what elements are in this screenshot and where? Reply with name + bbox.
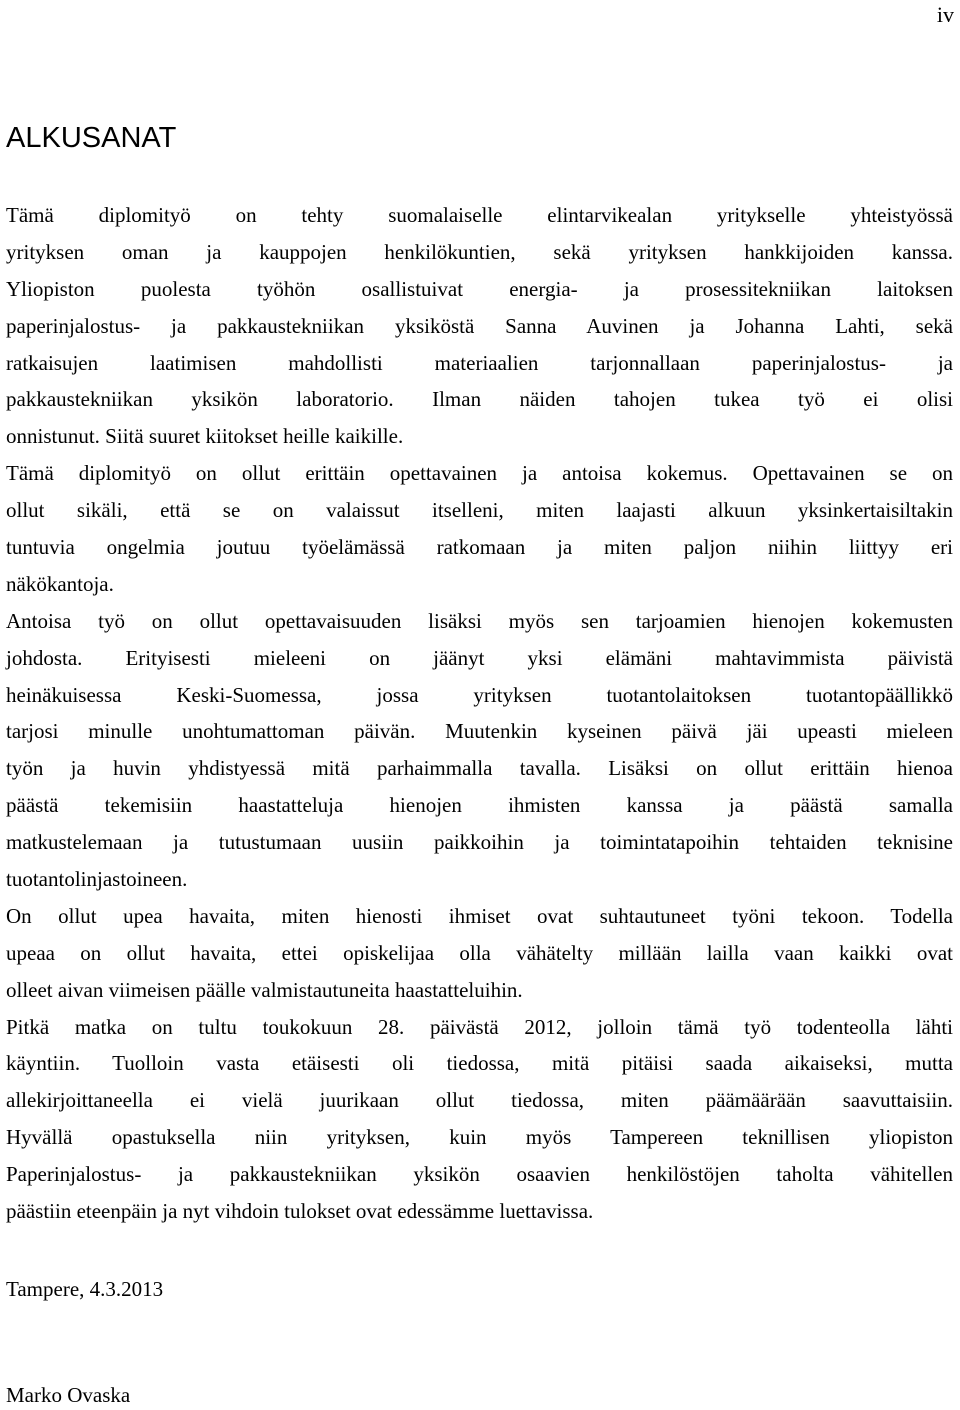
paragraph-line: ratkaisujen laatimisen mahdollisti materiaalien tarjonnallaan paperinjalostus- ja: [6, 350, 953, 375]
paragraph-line: matkustelemaan ja tutustumaan uusiin paikkoihin ja toimintatapoihin tehtaiden teknisine: [6, 830, 953, 855]
paragraph-line: johdosta. Erityisesti mieleeni on jäänyt yksi elämäni mahtavimmista päivistä: [6, 645, 953, 670]
paragraph-line: Hyvällä opastuksella niin yrityksen, kuin myös Tampereen teknillisen yliopiston: [6, 1125, 953, 1150]
paragraph-line: paperinjalostus- ja pakkaustekniikan yksiköstä Sanna Auvinen ja Johanna Lahti, sekä: [6, 313, 953, 338]
paragraph-line: tuotantolinjastoineen.: [6, 867, 188, 892]
paragraph-line: Tämä diplomityö on ollut erittäin opettavainen ja antoisa kokemus. Opettavainen se on: [6, 461, 953, 486]
body-text: [6, 197, 953, 1230]
paragraph-line: ollut sikäli, että se on valaissut itselleni, miten laajasti alkuun yksinkertaisiltakin: [6, 498, 953, 523]
paragraph-line: käyntiin. Tuolloin vasta etäisesti oli tiedossa, mitä pitäisi saada aikaiseksi, mutta: [6, 1051, 953, 1076]
paragraph: [6, 1009, 953, 1230]
paragraph-line: onnistunut. Siitä suuret kiitokset heille kaikille.: [6, 424, 404, 449]
paragraph-line: Antoisa työ on ollut opettavaisuuden lisäksi myös sen tarjoamien hienojen kokemusten: [6, 608, 953, 633]
page-number: iv: [936, 2, 954, 27]
paragraph-line: työn ja huvin yhdistyessä mitä parhaimmalla tavalla. Lisäksi on ollut erittäin hienoa: [6, 756, 953, 781]
paragraph-line: yrityksen oman ja kauppojen henkilökuntien, sekä yrityksen hankkijoiden kanssa.: [6, 239, 953, 264]
paragraph-line: upeaa on ollut havaita, ettei opiskelijaa olla vähätelty millään lailla vaan kaikki ovat: [6, 940, 953, 965]
paragraph-line: näkökantoja.: [6, 571, 114, 596]
paragraph: [6, 455, 953, 603]
signature-place-date: Tampere, 4.3.2013: [6, 1277, 164, 1301]
paragraph-line: heinäkuisessa Keski-Suomessa, jossa yrityksen tuotantolaitoksen tuotantopäällikkö: [6, 682, 953, 707]
paragraph-line: On ollut upea havaita, miten hienosti ihmiset ovat suhtautuneet työni tekoon. Todella: [6, 903, 953, 928]
paragraph-line: pakkaustekniikan yksikön laboratorio. Ilman näiden tahojen tukea työ ei olisi: [6, 387, 953, 412]
page-title: ALKUSANAT: [6, 122, 177, 154]
paragraph-line: tarjosi minulle unohtumattoman päivän. Muutenkin kyseinen päivä jäi upeasti mieleen: [6, 719, 953, 744]
paragraph-line: Yliopiston puolesta työhön osallistuivat energia- ja prosessitekniikan laitoksen: [6, 276, 953, 301]
paragraph-line: Tämä diplomityö on tehty suomalaiselle elintarvikealan yritykselle yhteistyössä: [6, 203, 953, 227]
paragraph-line: päästä tekemisiin haastatteluja hienojen ihmisten kanssa ja päästä samalla: [6, 793, 953, 818]
paragraph-line: Paperinjalostus- ja pakkaustekniikan yksikön osaavien henkilöstöjen taholta vähitellen: [6, 1162, 953, 1187]
paragraph: [6, 603, 953, 898]
paragraph-line: päästiin eteenpäin ja nyt vihdoin tulokset ovat edessämme luettavissa.: [6, 1199, 594, 1224]
paragraph: [6, 898, 953, 1009]
paragraph-line: allekirjoittaneella ei vielä juurikaan ollut tiedossa, miten päämäärään saavuttaisiin.: [6, 1088, 953, 1113]
paragraph: [6, 197, 953, 455]
paragraph-line: tuntuvia ongelmia joutuu työelämässä ratkomaan ja miten paljon niihin liittyy eri: [6, 535, 953, 560]
paragraph-line: olleet aivan viimeisen päälle valmistautuneita haastatteluihin.: [6, 977, 523, 1002]
signature-name: Marko Ovaska: [6, 1383, 131, 1407]
paragraph-line: Pitkä matka on tultu toukokuun 28. päivästä 2012, jolloin tämä työ todenteolla lähti: [6, 1014, 953, 1039]
